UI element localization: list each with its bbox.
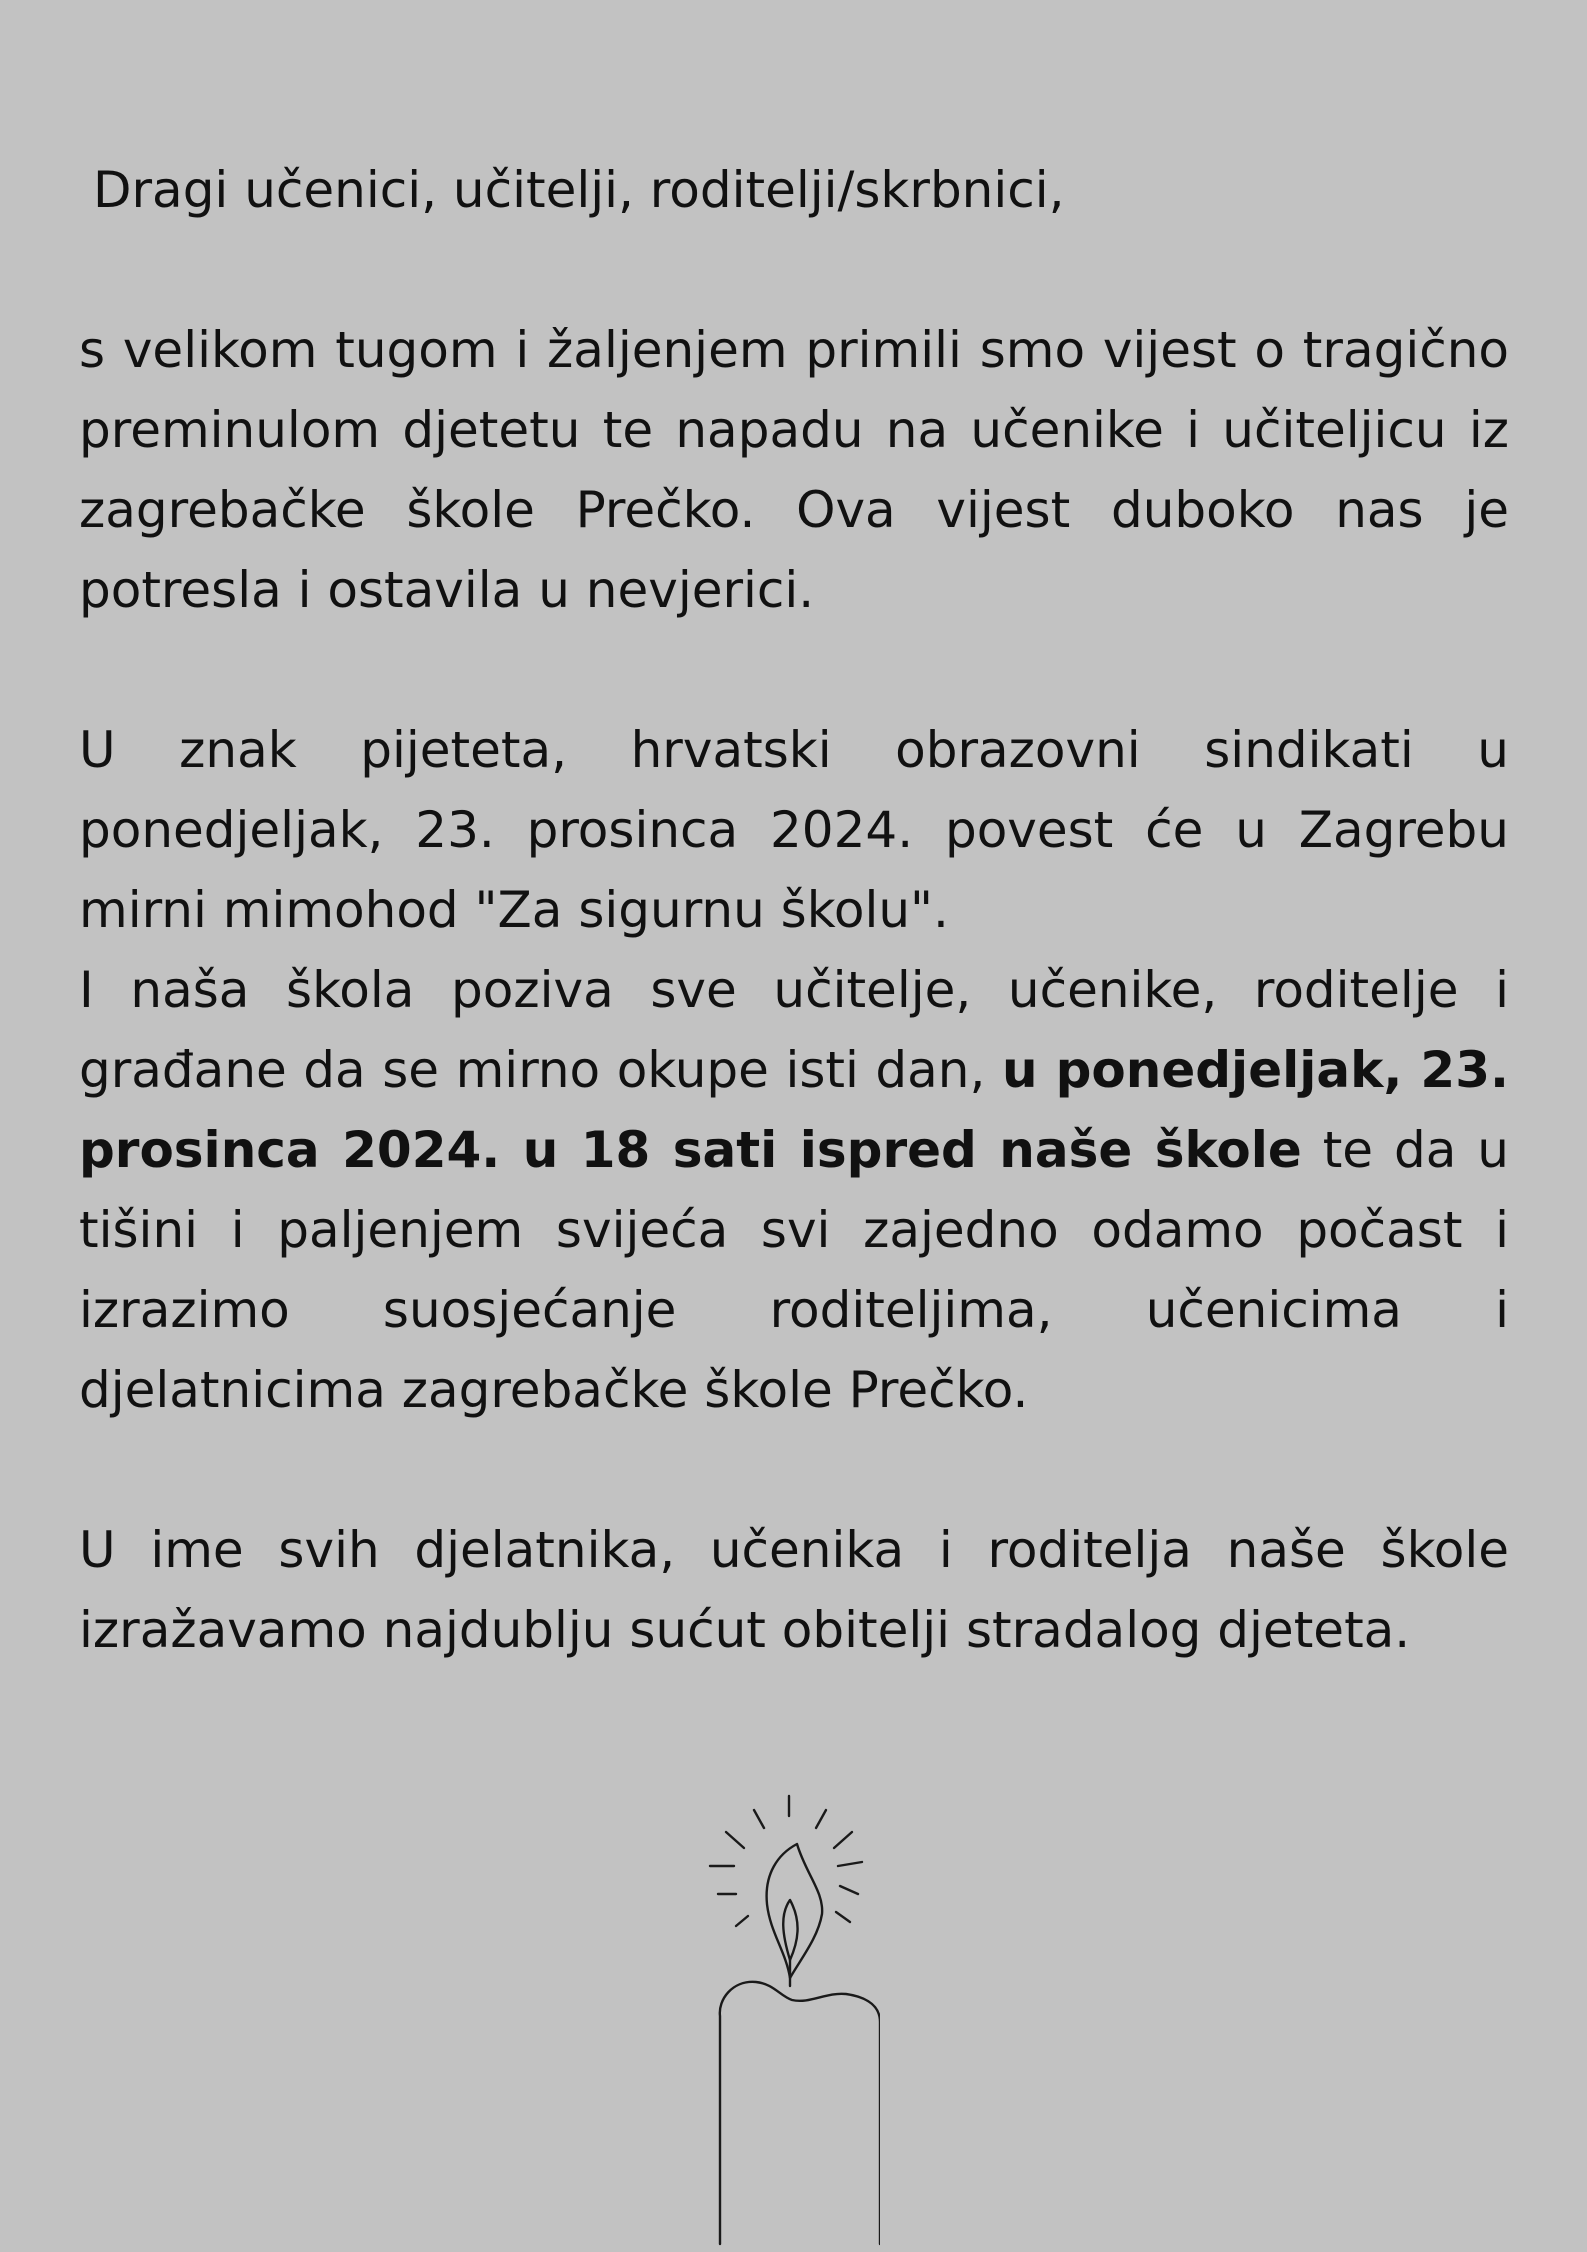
- light-ray: [836, 1912, 850, 1922]
- light-ray: [840, 1886, 858, 1894]
- candle-body: [720, 1982, 880, 2244]
- light-ray: [834, 1832, 852, 1848]
- greeting: Dragi učenici, učitelji, roditelji/skrbnici,: [93, 161, 1065, 219]
- gathering-time-place: u ponedjeljak, 23. prosinca 2024. u 18 sati ispred naše škole: [79, 1041, 1509, 1179]
- light-ray: [754, 1810, 764, 1828]
- candle-icon: [700, 1782, 880, 2252]
- light-ray: [838, 1862, 862, 1866]
- paragraph-condolence-news: s velikom tugom i žaljenjem primili smo vijest o tragično preminulom djetetu te napadu na učenike i učiteljicu iz zagrebačke škole Prečko. Ova vijest duboko nas je potresla i ostavila u nevjerici.: [79, 321, 1509, 619]
- flame-inner: [783, 1900, 797, 1960]
- spacer: [79, 630, 1509, 710]
- spacer: [79, 230, 1509, 310]
- invitation-text-start: I naša škola poziva sve učitelje, učenike, roditelje i građane da se mirno okupe isti dan,: [79, 961, 1509, 1099]
- paragraph-gathering-invitation: [79, 950, 1509, 1430]
- paragraph-sympathy: U ime svih djelatnika, učenika i roditelja naše škole izražavamo najdublju sućut obitelji stradalog djeteta.: [79, 1521, 1509, 1659]
- letter-body: [79, 150, 1509, 1670]
- paragraph-march-announcement: U znak pijeteta, hrvatski obrazovni sindikati u ponedjeljak, 23. prosinca 2024. povest će u Zagrebu mirni mimohod "Za sigurnu školu".: [79, 721, 1509, 939]
- light-ray: [726, 1832, 744, 1848]
- light-ray: [816, 1810, 826, 1828]
- light-ray: [736, 1916, 748, 1926]
- invitation-text-end: te da u tišini i paljenjem svijeća svi zajedno odamo počast i izrazimo suosjećanje roditeljima, učenicima i djelatnicima zagrebačke škole Prečko.: [79, 1121, 1509, 1419]
- spacer: [79, 1430, 1509, 1510]
